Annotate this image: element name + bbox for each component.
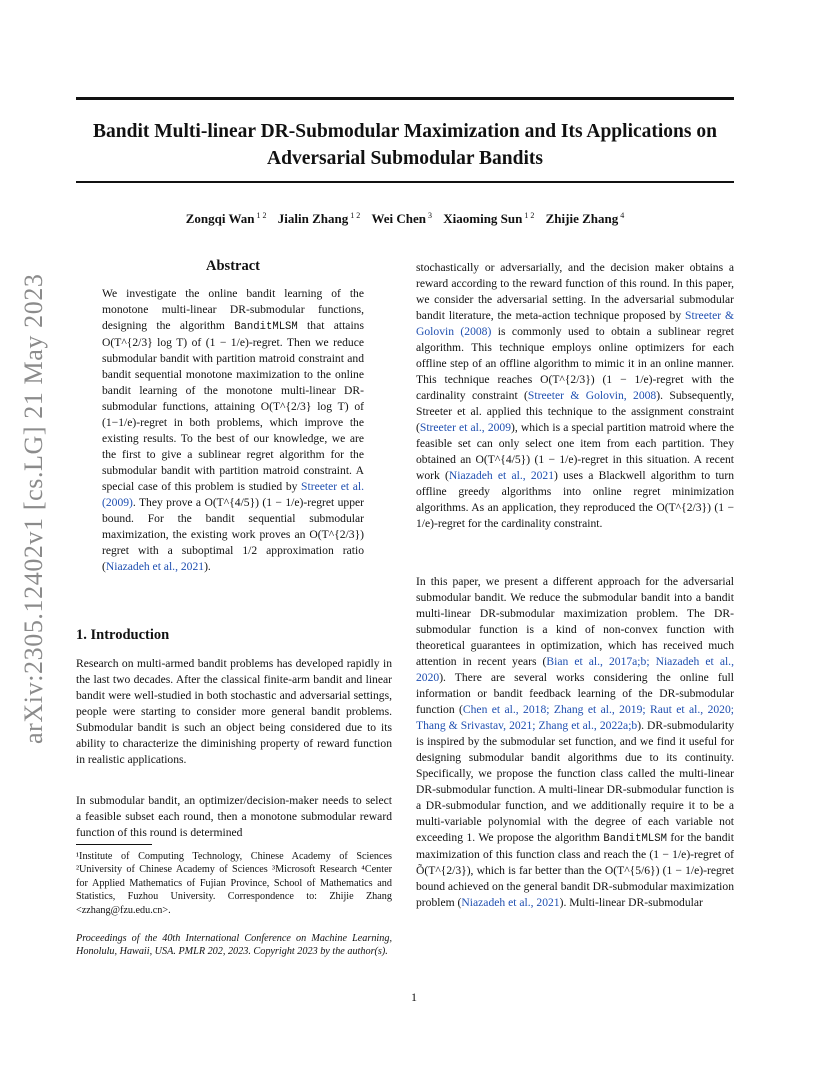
- citation-link[interactable]: Streeter & Golovin (2008): [416, 309, 734, 338]
- citation-link[interactable]: Niazadeh et al., 2021: [461, 896, 560, 909]
- author-list: [76, 211, 734, 227]
- citation-link[interactable]: Niazadeh et al., 2021: [105, 560, 205, 573]
- proceedings-note: Proceedings of the 40th International Conference on Machine Learning, Honolulu, Hawaii, USA. PMLR 202, 2023. Copyright 2023 by the author(s).: [76, 933, 392, 958]
- footnote-rule: [76, 844, 152, 845]
- author: Wei Chen $^3$: [371, 211, 433, 227]
- abstract-body: We investigate the online bandit learning of the monotone multi-linear DR-submodular functions, designing the algorithm BanditMLSM that attains O(T^{2/3} log T) of (1 − 1/e)-regret. Then we reduce submodular bandit with partition matroid constraint and bandit sequential monotone maximization to the online bandit learning of the monotone multi-linear DR-submodular functions, attaining O(T^{2/3} log T) of (1−1/e)-regret in both problems, which improve the existing results. To the best of our knowledge, we are the first to give a sublinear regret algorithm for the submodular bandit with partition matroid constraint. A special case of this problem is studied by Streeter et al. (2009). They prove a O(T^{4/5}) (1 − 1/e)-regret upper bound. For the bandit sequential submodular maximization, the existing work proves an O(T^{2/3}) regret with a suboptimal 1/2 approximation ratio (Niazadeh et al., 2021).: [102, 287, 364, 573]
- citation-link[interactable]: Streeter et al. (2009): [102, 480, 364, 509]
- right-paragraph-1: stochastically or adversarially, and the decision maker obtains a reward according to the reward function of this round. In this paper, we consider the adversarial setting. In the adversarial submodular bandit literature, the meta-action technique proposed by Streeter & Golovin (2008) is commonly used to obtain a sublinear regret algorithm. This technique employs online optimizers for each offline step of an offline algorithm to mimic it in an online manner. This technique reaches O(T^{2/3}) (1 − 1/e)-regret with the cardinality constraint (Streeter & Golovin, 2008). Subsequently, Streeter et al. applied this technique to the assignment constraint (Streeter et al., 2009), which is a special partition matroid where the feasible set can only select one item from each partition. They obtained an O(T^{4/5}) (1 − 1/e)-regret in this situation. A recent work (Niazadeh et al., 2021) uses a Blackwell algorithm to turn offline greedy algorithms into online regret minimization algorithms. As an application, they reproduced the O(T^{2/3}) (1 − 1/e)-regret for the cardinality constraint.: [416, 261, 735, 530]
- citation-link[interactable]: Streeter & Golovin, 2008: [527, 389, 657, 402]
- arxiv-stamp: arXiv:2305.12402v1 [cs.LG] 21 May 2023: [19, 273, 48, 744]
- right-paragraph-2: In this paper, we present a different approach for the adversarial submodular bandit. We reduce the submodular bandit into a bandit multi-linear DR-submodular maximization problem. The DR-submodular function is a kind of non-convex function with theoretical guarantees in optimization, which has received much attention in recent years (Bian et al., 2017a;b; Niazadeh et al., 2020). There are several works considering the online full information or bandit feedback learning of the DR-submodular function (Chen et al., 2018; Zhang et al., 2019; Raut et al., 2020; Thang & Srivastav, 2021; Zhang et al., 2022a;b). DR-submodularity is inspired by the submodular set function, and we find it useful for designing submodular bandit algorithms due to its continuity. Specifically, we propose the function class called the multi-linear DR-submodular function. A multi-linear DR-submodular function is a DR-submodular function, and we additionally require it to be a multi-variable polynomial with the degree of each variable not exceeding 1. We propose the algorithm BanditMLSM for the bandit maximization of this function class and reach the (1 − 1/e)-regret of Õ(T^{2/3}), which is far better than the O(T^{5/6}) (1 − 1/e)-regret bound achieved on the general bandit DR-submodular maximization problem (Niazadeh et al., 2021). Multi-linear DR-submodular: [416, 575, 735, 909]
- citation-link[interactable]: Streeter et al., 2009: [419, 421, 512, 434]
- author: Zongqi Wan $^{1 2}$: [185, 211, 267, 227]
- title-bottom-rule: [76, 181, 734, 183]
- citation-link[interactable]: Niazadeh et al., 2021: [448, 469, 555, 482]
- algorithm-name: BanditMLSM: [234, 321, 298, 333]
- page-number: 1: [411, 990, 417, 1004]
- intro-paragraph: In submodular bandit, an optimizer/decision-maker needs to select a feasible subset each round, then a monotone submodular reward function of this round is determined: [76, 794, 392, 839]
- intro-paragraph: Research on multi-armed bandit problems has developed rapidly in the last two decades. After the classical finite-arm bandit and linear bandit were well-studied in both stochastic and adversarial settings, people were starting to consider more general bandit problems. Submodular bandit is such an object being considered due to its ability to characterize the diminishing property of reward function in realistic applications.: [76, 657, 392, 766]
- citation-link[interactable]: Bian et al., 2017a;b; Niazadeh et al., 2020: [416, 655, 734, 684]
- section-heading-introduction: 1. Introduction: [76, 627, 170, 643]
- affiliation-footnote: ¹Institute of Computing Technology, Chinese Academy of Sciences ²University of Chinese Academy of Sciences ³Microsoft Research ⁴Center for Applied Mathematics of Fujian Province, School of Mathematics and Statistics, Fuzhou University. Correspondence to: Zhijie Zhang <zzhang@fzu.edu.cn>.: [76, 851, 392, 916]
- paper-title: Bandit Multi-linear DR-Submodular Maximization and Its Applications on Adversarial Submodular Bandits: [93, 121, 717, 169]
- citation-link[interactable]: Chen et al., 2018; Zhang et al., 2019; Raut et al., 2020; Thang & Srivastav, 2021; Zhang et al., 2022a;b: [416, 703, 734, 732]
- algorithm-name: BanditMLSM: [603, 833, 667, 845]
- author: Xiaoming Sun $^{1 2}$: [443, 211, 535, 227]
- abstract-heading: Abstract: [206, 258, 260, 274]
- author: Jialin Zhang $^{1 2}$: [277, 211, 361, 227]
- author: Zhijie Zhang $^4$: [545, 211, 625, 227]
- top-rule: [76, 97, 734, 100]
